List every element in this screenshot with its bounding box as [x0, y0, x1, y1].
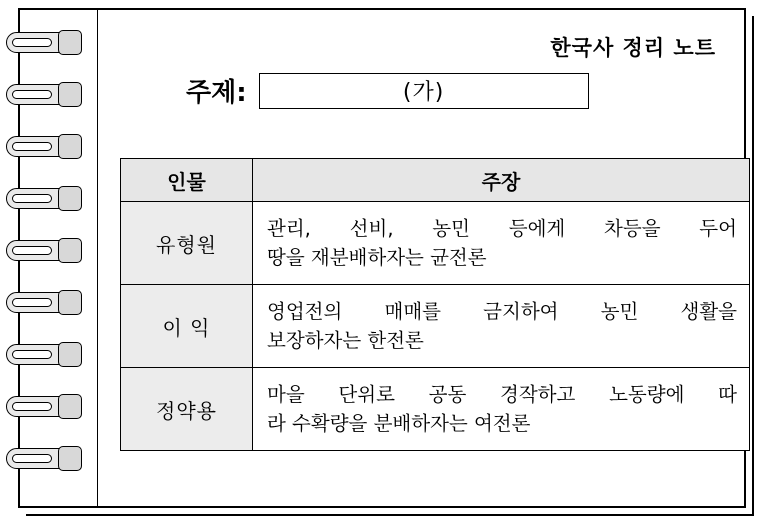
cell-person: 정약용	[121, 368, 253, 451]
spiral-ring-icon	[6, 444, 86, 474]
claims-table	[120, 158, 750, 451]
spiral-ring-icon	[6, 184, 86, 214]
claim-line-1: 마을 단위로 공동 경작하고 노동량에 따	[267, 382, 737, 406]
claim-line-2: 라 수확량을 분배하자는 여전론	[267, 412, 531, 435]
topic-value: (가)	[402, 80, 445, 105]
spiral-ring-icon	[6, 236, 86, 266]
spiral-ring-icon	[6, 80, 86, 110]
page-content	[98, 10, 744, 506]
column-header-claim: 주장	[253, 159, 750, 202]
cell-claim	[253, 285, 750, 368]
page-title: 한국사 정리 노트	[550, 36, 716, 60]
topic-label: 주제:	[186, 78, 247, 108]
spiral-ring-icon	[6, 288, 86, 318]
cell-claim	[253, 202, 750, 285]
topic-row	[186, 72, 589, 109]
cell-person: 이 익	[121, 285, 253, 368]
table-row	[121, 368, 750, 451]
notebook-spine	[20, 10, 98, 506]
spiral-ring-icon	[6, 132, 86, 162]
claim-line-1: 관리, 선비, 농민 등에게 차등을 두어	[267, 216, 737, 240]
table-row	[121, 285, 750, 368]
spiral-ring-icon	[6, 28, 86, 58]
spiral-ring-icon	[6, 392, 86, 422]
claim-line-2: 보장하자는 한전론	[267, 329, 424, 352]
column-header-person: 인물	[121, 159, 253, 202]
table-row	[121, 202, 750, 285]
table-header-row	[121, 159, 750, 202]
claim-line-2: 땅을 재분배하자는 균전론	[267, 246, 487, 269]
topic-value-box	[259, 73, 589, 109]
notebook-page	[18, 8, 746, 508]
cell-person: 유형원	[121, 202, 253, 285]
cell-claim	[253, 368, 750, 451]
spiral-ring-icon	[6, 340, 86, 370]
claim-line-1: 영업전의 매매를 금지하여 농민 생활을	[267, 299, 737, 323]
